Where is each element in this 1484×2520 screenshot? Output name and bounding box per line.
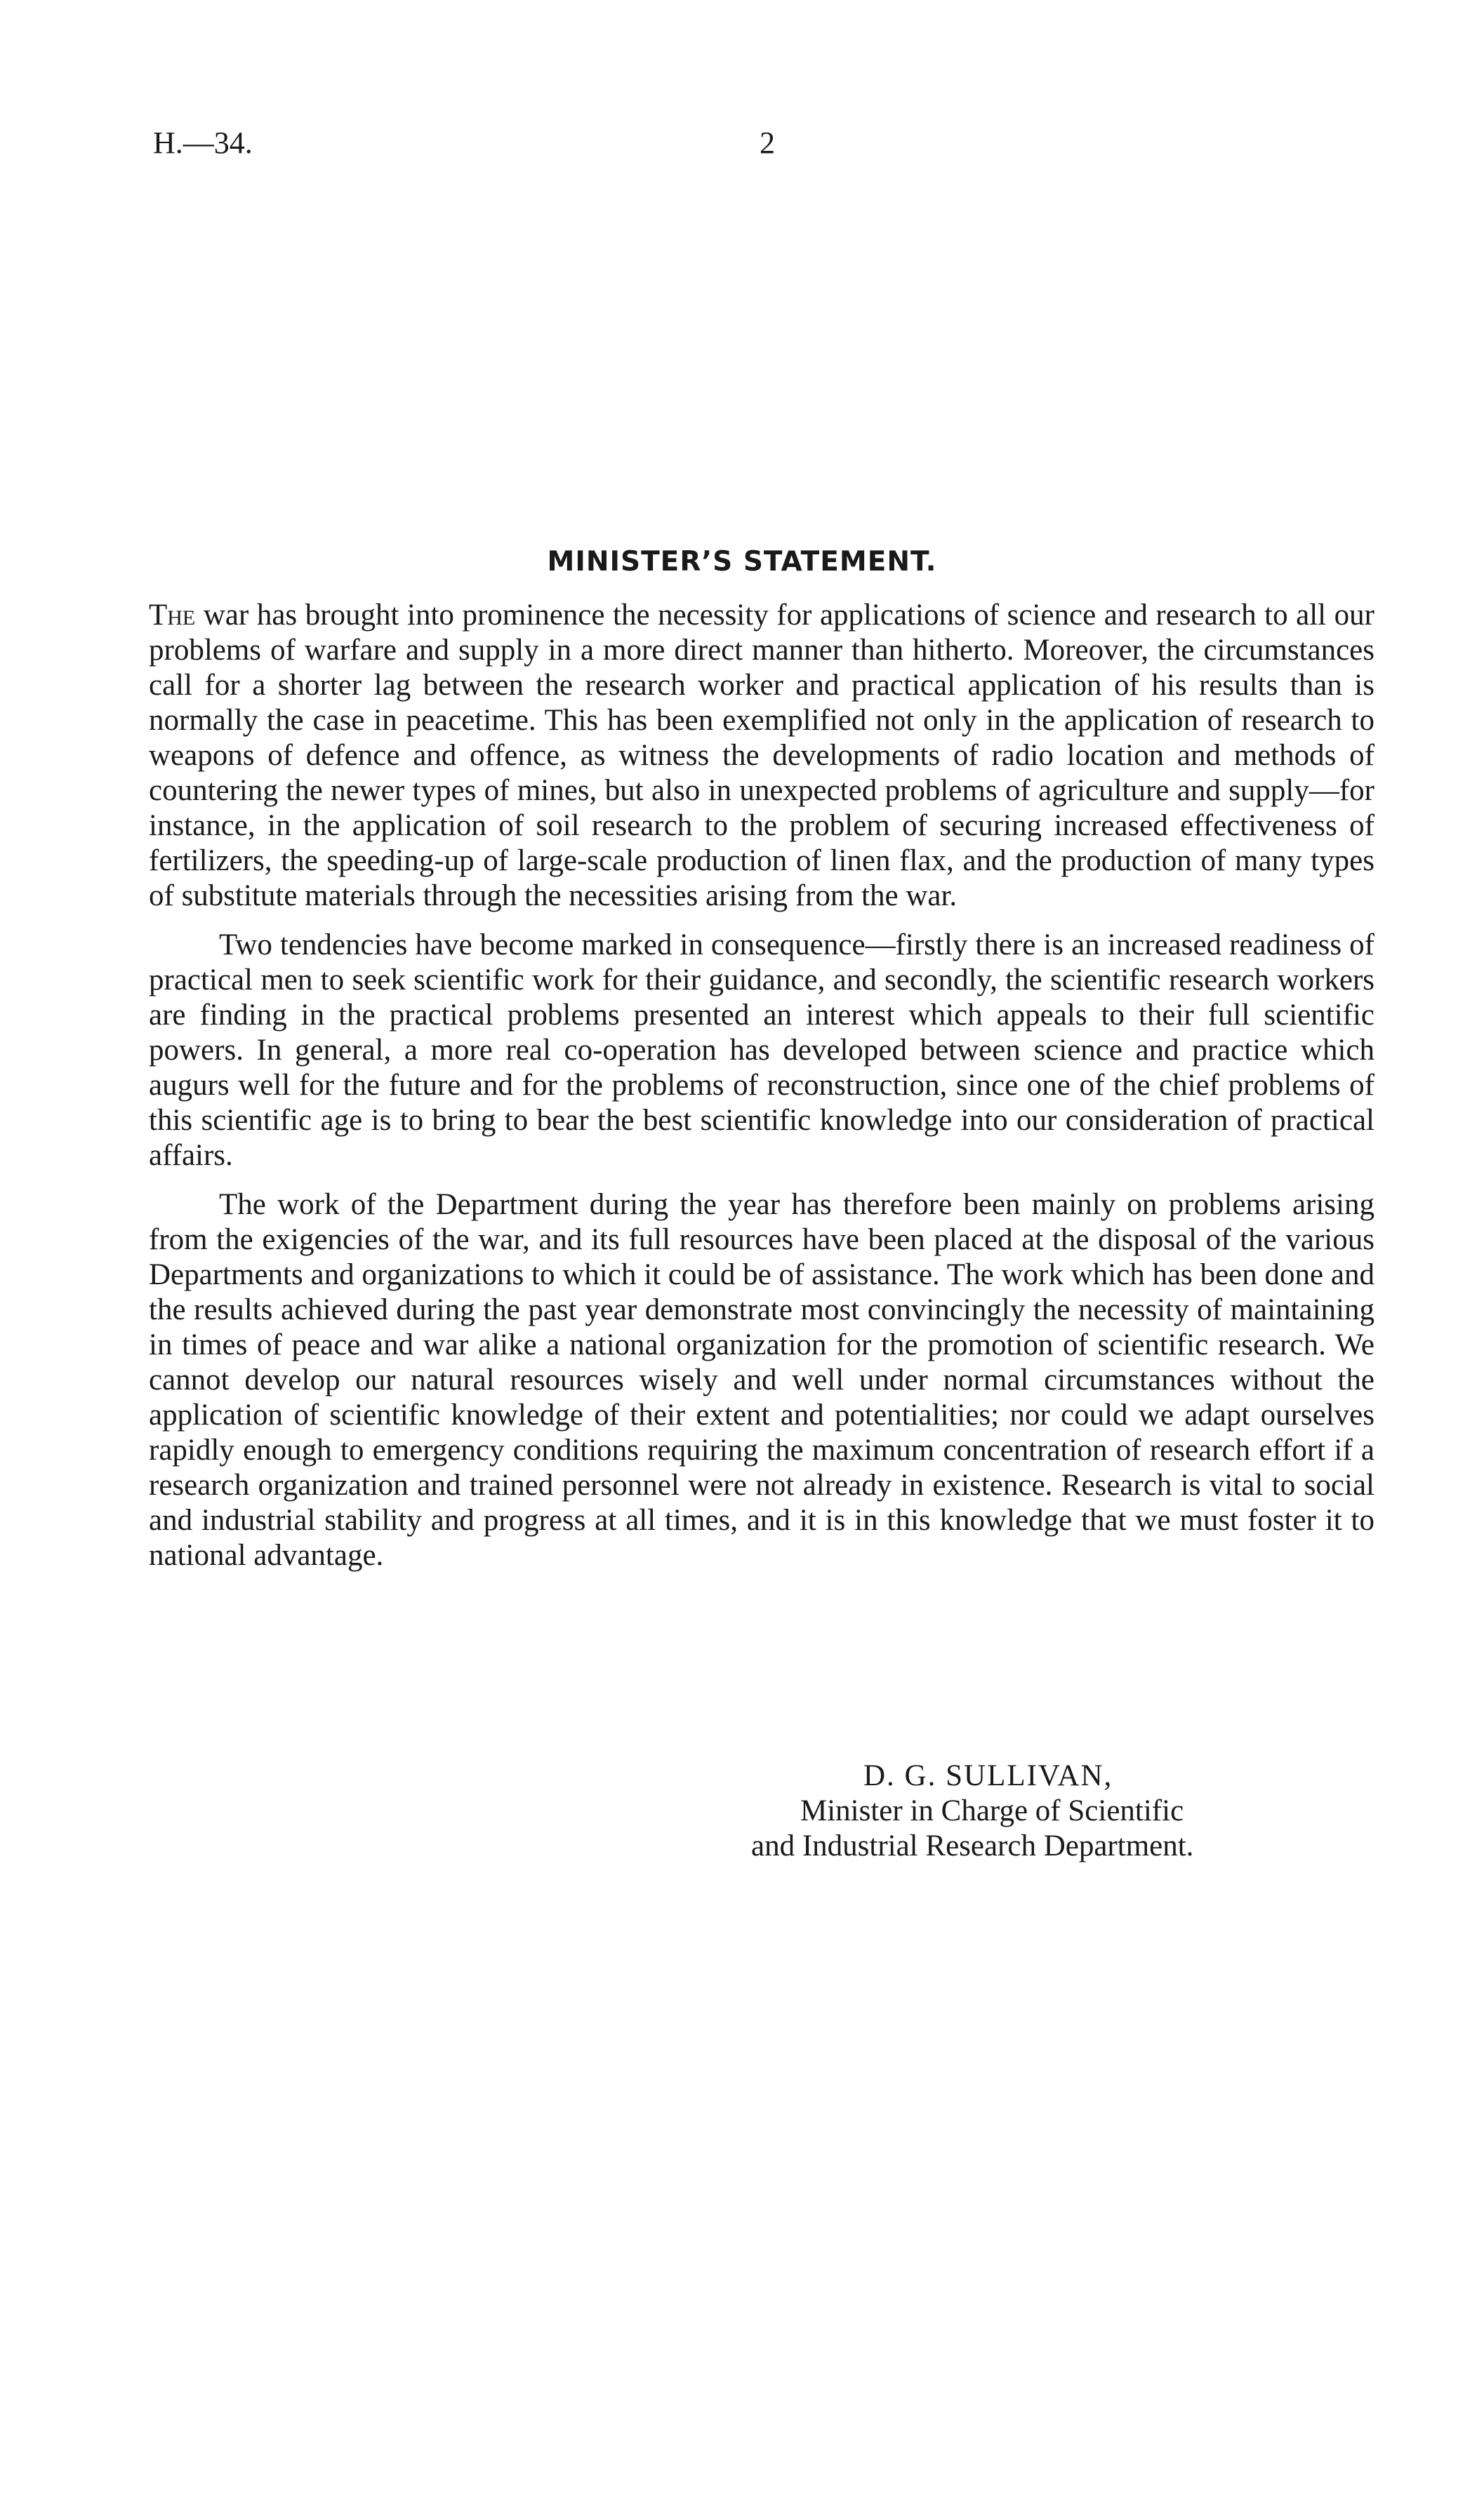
signature-block xyxy=(751,1759,1369,1864)
page-title: MINISTER’S STATEMENT. xyxy=(547,546,937,578)
paragraph-3: The work of the Department during the year has therefore been mainly on problems arising from the exigencies of the war, and its full resources have been placed at the disposal of the various Departments and organizations to which it could be of assistance. The work which has been done and the results achieved during the past year demonstrate most convincingly the necessity of maintaining in times of peace and war alike a national organization for the promotion of scientific research. We cannot develop our natural resources wisely and well under normal circumstances without the application of scientific knowledge of their extent and potentialities; nor could we adapt ourselves rapidly enough to emergency conditions requiring the maximum concentration of research effort if a research organization and trained personnel were not already in existence. Research is vital to social and industrial stability and progress at all times, and it is in this knowledge that we must foster it to national advantage. xyxy=(149,1188,1374,1572)
paragraph-1-lead-word: The xyxy=(149,599,196,632)
signatory-title-line-1: Minister in Charge of Scientific xyxy=(800,1794,1184,1827)
signatory-title-line-2: and Industrial Research Department. xyxy=(751,1829,1194,1862)
paragraph-1 xyxy=(149,598,1374,914)
document-reference: H.—34. xyxy=(153,126,253,160)
paragraph-2: Two tendencies have become marked in consequence—firstly there is an increased readiness of practical men to seek scientific work for their guidance, and secondly, the scientific research workers are finding in the practical problems presented an interest which appeals to their full scientific powers. In general, a more real co-operation has developed between science and practice which augurs well for the future and for the problems of reconstruction, since one of the chief problems of this scientific age is to bring to bear the best scientific knowledge into our consideration of practical affairs. xyxy=(149,928,1374,1172)
paragraph-1-text: war has brought into prominence the necessity for applications of science and research to all our problems of warfare and supply in a more direct manner than hitherto. Moreover, the circumstances call for a shorter lag between the research worker and practical application of his results than is normally the case in peacetime. This has been exemplified not only in the application of research to weapons of defence and offence, as witness the developments of radio location and methods of countering the newer types of mines, but also in unexpected problems of agriculture and supply—for instance, in the application of soil research to the problem of securing increased effectiveness of fertilizers, the speeding-up of large-scale production of linen flax, and the production of many types of substitute materials through the necessities arising from the war. xyxy=(149,599,1374,912)
signatory-name: D. G. SULLIVAN, xyxy=(863,1759,1113,1792)
page-number: 2 xyxy=(760,126,775,160)
statement-body xyxy=(149,598,1374,1587)
